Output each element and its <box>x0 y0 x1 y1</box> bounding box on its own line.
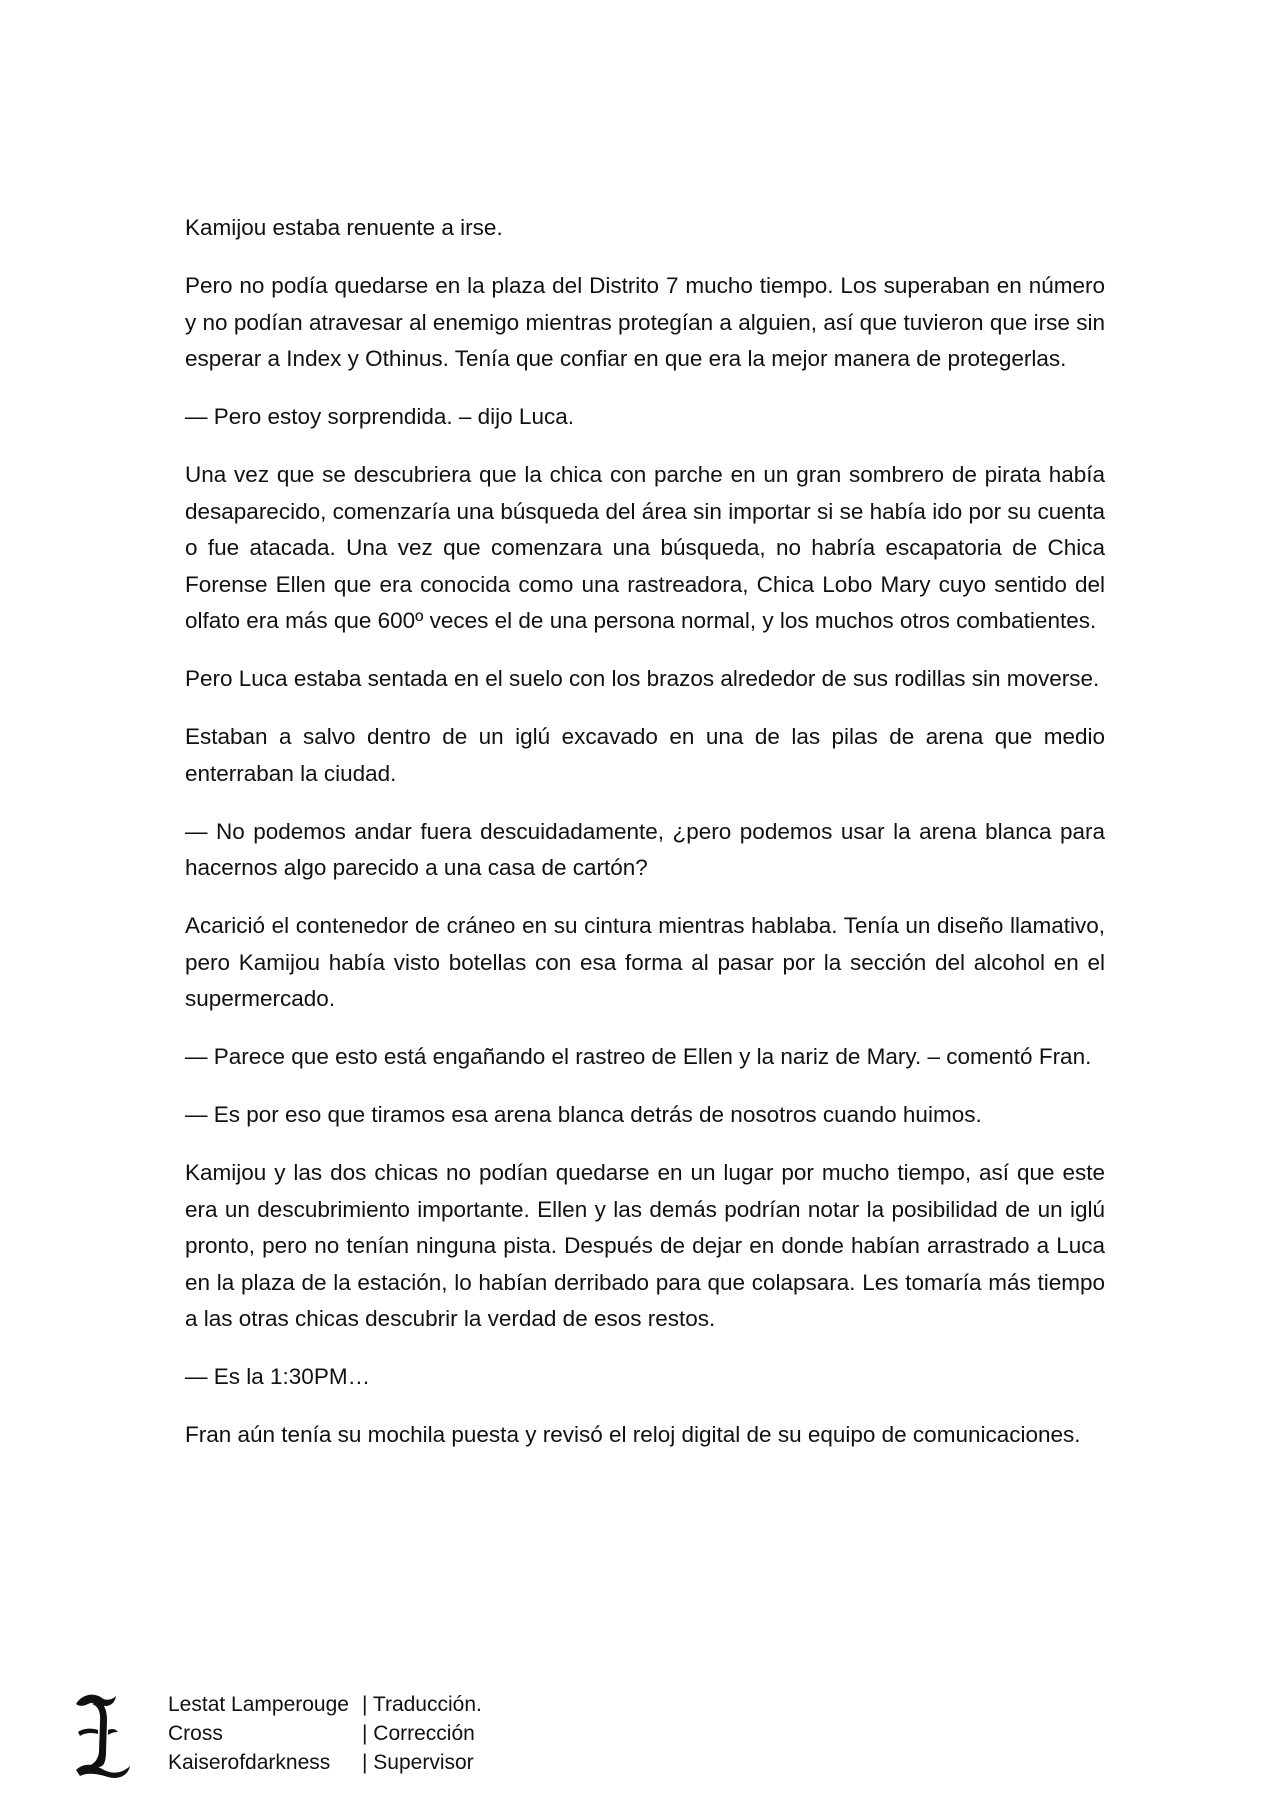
paragraph: Pero Luca estaba sentada en el suelo con los brazos alrededor de sus rodillas sin moverse. <box>185 666 1100 691</box>
paragraph: Fran aún tenía su mochila puesta y revisó el reloj digital de su equipo de comunicaciones. <box>185 1422 1081 1447</box>
credit-row <box>168 1690 482 1719</box>
paragraph: — Es por eso que tiramos esa arena blanca detrás de nosotros cuando huimos. <box>185 1102 982 1127</box>
paragraph: Pero no podía quedarse en la plaza del Distrito 7 mucho tiempo. Los superaban en número y no podían atravesar al enemigo mientras protegían a alguien, así que tuvieron que irse sin esperar a Index y Othinus. Tenía que confiar en que era la mejor manera de protegerlas. <box>185 273 1105 371</box>
paragraph: Kamijou y las dos chicas no podían quedarse en un lugar por mucho tiempo, así que este era un descubrimiento importante. Ellen y las demás podrían notar la posibilidad de un iglú pronto, pero no tenían ninguna pista. Después de dejar en donde habían arrastrado a Luca en la plaza de la estación, lo habían derribado para que colapsara. Les tomaría más tiempo a las otras chicas descubrir la verdad de esos restos. <box>185 1160 1105 1331</box>
credit-name: Kaiserofdarkness <box>168 1751 331 1774</box>
page-footer <box>68 1690 628 1790</box>
paragraph: — Pero estoy sorprendida. – dijo Luca. <box>185 404 574 429</box>
paragraph: Kamijou estaba renuente a irse. <box>185 215 503 240</box>
gothic-letter-l-logo-icon <box>68 1690 138 1780</box>
credit-role: | Supervisor <box>362 1751 474 1774</box>
document-body <box>185 210 1105 1475</box>
credit-name: Lestat Lamperouge <box>168 1693 349 1716</box>
paragraph: — Es la 1:30PM… <box>185 1364 371 1389</box>
paragraph: — No podemos andar fuera descuidadamente, ¿pero podemos usar la arena blanca para hacernos algo parecido a una casa de cartón? <box>185 818 1105 880</box>
credits-block <box>168 1690 482 1777</box>
credit-name: Cross <box>168 1722 223 1745</box>
paragraph: — Parece que esto está engañando el rastreo de Ellen y la nariz de Mary. – comentó Fran. <box>185 1044 1092 1069</box>
paragraph: Una vez que se descubriera que la chica con parche en un gran sombrero de pirata había desaparecido, comenzaría una búsqueda del área sin importar si se había ido por su cuenta o fue atacada. Una vez que comenzara una búsqueda, no habría escapatoria de Chica Forense Ellen que era conocida como una rastreadora, Chica Lobo Mary cuyo sentido del olfato era más que 600º veces el de una persona normal, y los muchos otros combatientes. <box>185 462 1105 633</box>
credit-role: | Traducción. <box>362 1693 482 1716</box>
credit-row <box>168 1748 482 1777</box>
paragraph: Acarició el contenedor de cráneo en su cintura mientras hablaba. Tenía un diseño llamativo, pero Kamijou había visto botellas con esa forma al pasar por la sección del alcohol en el supermercado. <box>185 913 1105 1011</box>
credit-row <box>168 1719 482 1748</box>
paragraph: Estaban a salvo dentro de un iglú excavado en una de las pilas de arena que medio enterraban la ciudad. <box>185 724 1105 786</box>
credit-role: | Corrección <box>362 1722 475 1745</box>
